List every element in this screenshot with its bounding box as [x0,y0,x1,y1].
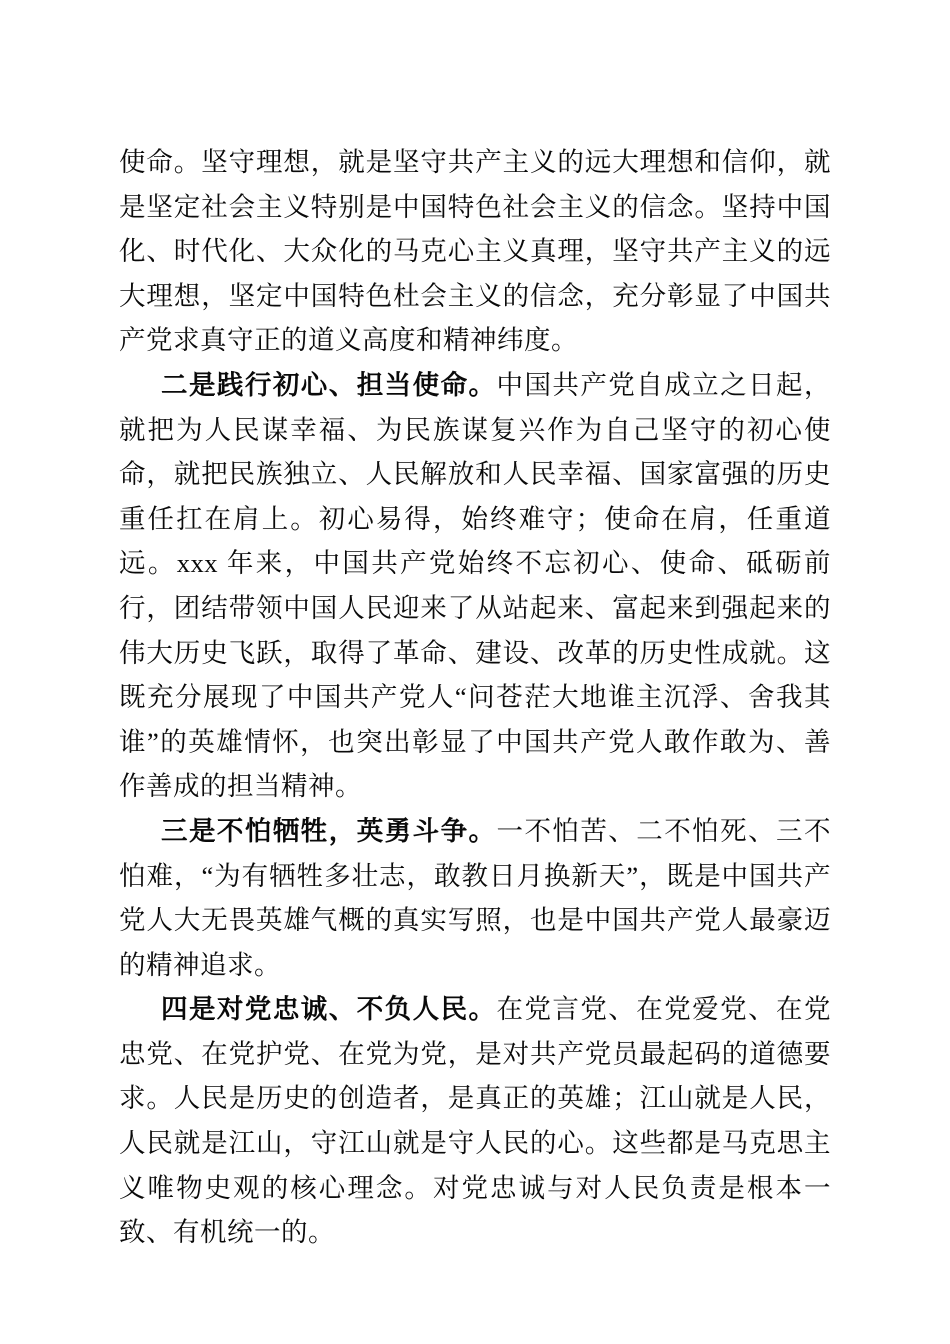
paragraph [119,140,831,363]
paragraph [119,809,831,987]
paragraph-lead: 二是践行初心、担当使命。 [161,369,497,400]
paragraph-lead: 四是对党忠诚、不负人民。 [161,994,497,1025]
paragraph-lead: 三是不怕牺牲，英勇斗争。 [161,815,497,846]
paragraph-text: 中国共产党自成立之日起，就把为人民谋幸福、为民族谋复兴作为自己坚守的初心使命，就把民族独立、人民解放和人民幸福、国家富强的历史重任扛在肩上。初心易得，始终难守；使命在肩，任重道远。xxx 年来，中国共产党始终不忘初心、使命、砥砺前行，团结带领中国人民迎来了从站起来、富起来到强起来的伟大历史飞跃，取得了革命、建设、改革的历史性成就。这既充分展现了中国共产党人“问苍茫大地谁主沉浮、舍我其谁”的英雄情怀，也突出彰显了中国共产党人敢作敢为、善作善成的担当精神。 [119,369,832,802]
paragraph-text: 在党言党、在党爱党、在党忠党、在党护党、在党为党，是对共产党员最起码的道德要求。人民是历史的创造者，是真正的英雄；江山就是人民，人民就是江山，守江山就是守人民的心。这些都是马克思主义唯物史观的核心理念。对党忠诚与对人民负责是根本一致、有机统一的。 [119,994,832,1248]
paragraph [119,363,831,809]
paragraph [119,987,831,1255]
paragraph-text: 使命。坚守理想，就是坚守共产主义的远大理想和信仰，就是坚定社会主义特别是中国特色社会主义的信念。坚持中国化、时代化、大众化的马克心主义真理，坚守共产主义的远大理想，坚定中国特色杜会主义的信念，充分彰显了中国共产党求真守正的道义高度和精神纬度。 [119,147,831,356]
paragraph-text: 一不怕苦、二不怕死、三不怕难，“为有牺牲多壮志，敢教日月换新天”，既是中国共产党人大无畏英雄气概的真实写照，也是中国共产党人最豪迈的精神追求。 [119,815,832,980]
